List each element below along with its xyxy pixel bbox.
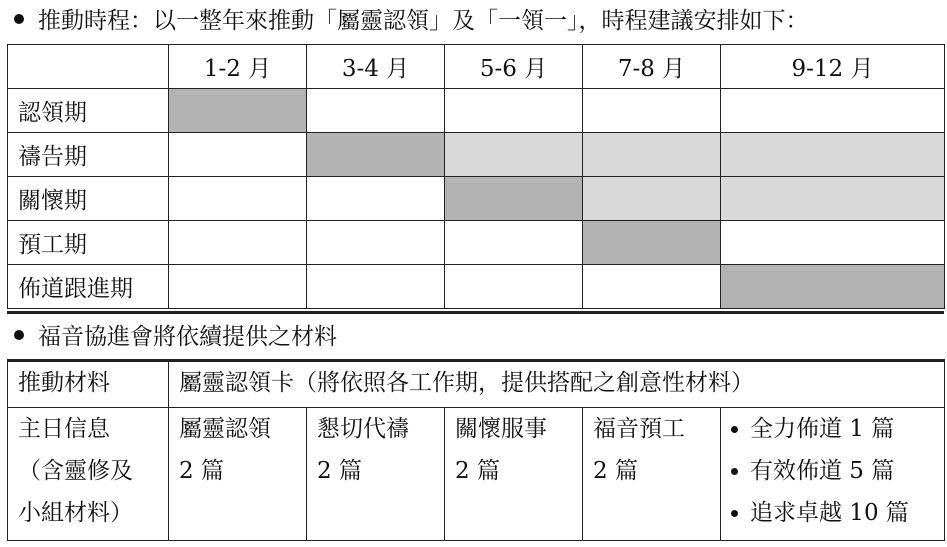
schedule-row	[8, 133, 945, 177]
period-cell	[307, 265, 445, 309]
sermon-item-title: 福音預工	[593, 416, 685, 442]
promo-value: 屬靈認領卡（將依照各工作期，提供搭配之創意性材料）	[169, 361, 945, 408]
row-label: 認領期	[8, 89, 169, 133]
row-label: 預工期	[8, 221, 169, 265]
period-cell	[583, 177, 721, 221]
evangelism-item: 有效佈道 5 篇	[750, 458, 895, 484]
period-cell	[583, 221, 721, 265]
sermon-label-line: （含靈修及	[18, 458, 133, 484]
schedule-row	[8, 177, 945, 221]
row-label: 佈道跟進期	[8, 265, 169, 309]
schedule-row	[8, 265, 945, 309]
bullet-dot-icon	[731, 510, 738, 517]
sermon-item-title: 關懷服事	[455, 416, 547, 442]
period-cell	[721, 133, 945, 177]
list-item	[731, 450, 944, 492]
bullet-dot-icon	[731, 426, 738, 433]
promo-label: 推動材料	[8, 361, 169, 408]
sermon-item-title: 屬靈認領	[179, 416, 271, 442]
materials-row-sermons	[8, 408, 945, 541]
row-label: 禱告期	[8, 133, 169, 177]
schedule-row	[8, 221, 945, 265]
intro-text: 推動時程：以一整年來推動「屬靈認領」及「一領一」，時程建議安排如下：	[38, 8, 809, 34]
sermon-item	[169, 408, 307, 541]
materials-table	[7, 359, 945, 541]
sermon-item	[445, 408, 583, 541]
period-cell	[307, 89, 445, 133]
period-cell	[721, 89, 945, 133]
sermon-item-count: 2 篇	[593, 458, 638, 484]
list-item	[731, 408, 944, 450]
sermon-item-count: 2 篇	[317, 458, 362, 484]
period-cell	[721, 177, 945, 221]
period-cell	[583, 265, 721, 309]
bullet-dot-icon	[14, 330, 24, 340]
header-cell-sep-dec: 9-12 月	[721, 45, 945, 89]
schedule-table	[7, 44, 945, 309]
period-cell	[169, 133, 307, 177]
materials-bullet	[14, 322, 337, 352]
header-cell-jul-aug: 7-8 月	[583, 45, 721, 89]
period-cell	[583, 133, 721, 177]
sermon-item-count: 2 篇	[455, 458, 500, 484]
period-cell	[169, 89, 307, 133]
bullet-dot-icon	[14, 14, 24, 24]
sermon-item	[583, 408, 721, 541]
sermon-label-line: 主日信息	[18, 416, 110, 442]
period-cell	[721, 221, 945, 265]
header-cell-may-jun: 5-6 月	[445, 45, 583, 89]
period-cell	[307, 221, 445, 265]
materials-heading: 福音協進會將依續提供之材料	[38, 324, 337, 350]
period-cell	[445, 89, 583, 133]
evangelism-list	[721, 408, 945, 541]
list-item	[731, 492, 944, 534]
period-cell	[445, 221, 583, 265]
bullet-dot-icon	[731, 468, 738, 475]
evangelism-item: 追求卓越 10 篇	[750, 500, 909, 526]
header-cell-mar-apr: 3-4 月	[307, 45, 445, 89]
period-cell	[169, 265, 307, 309]
period-cell	[445, 133, 583, 177]
period-cell	[583, 89, 721, 133]
sermon-item-title: 懇切代禱	[317, 416, 409, 442]
materials-row-promo	[8, 361, 945, 408]
period-cell	[169, 177, 307, 221]
sermon-item	[307, 408, 445, 541]
period-cell	[307, 133, 445, 177]
period-cell	[445, 265, 583, 309]
evangelism-item: 全力佈道 1 篇	[750, 416, 895, 442]
header-cell-jan-feb: 1-2 月	[169, 45, 307, 89]
period-cell	[169, 221, 307, 265]
header-cell-empty	[8, 45, 169, 89]
period-cell	[445, 177, 583, 221]
sermon-label	[8, 408, 169, 541]
sermon-label-line: 小組材料）	[18, 500, 133, 526]
period-cell	[307, 177, 445, 221]
schedule-row	[8, 89, 945, 133]
intro-bullet	[14, 6, 809, 36]
schedule-header-row	[8, 45, 945, 89]
row-label: 關懷期	[8, 177, 169, 221]
period-cell	[721, 265, 945, 309]
sermon-item-count: 2 篇	[179, 458, 224, 484]
section-divider	[7, 311, 944, 314]
